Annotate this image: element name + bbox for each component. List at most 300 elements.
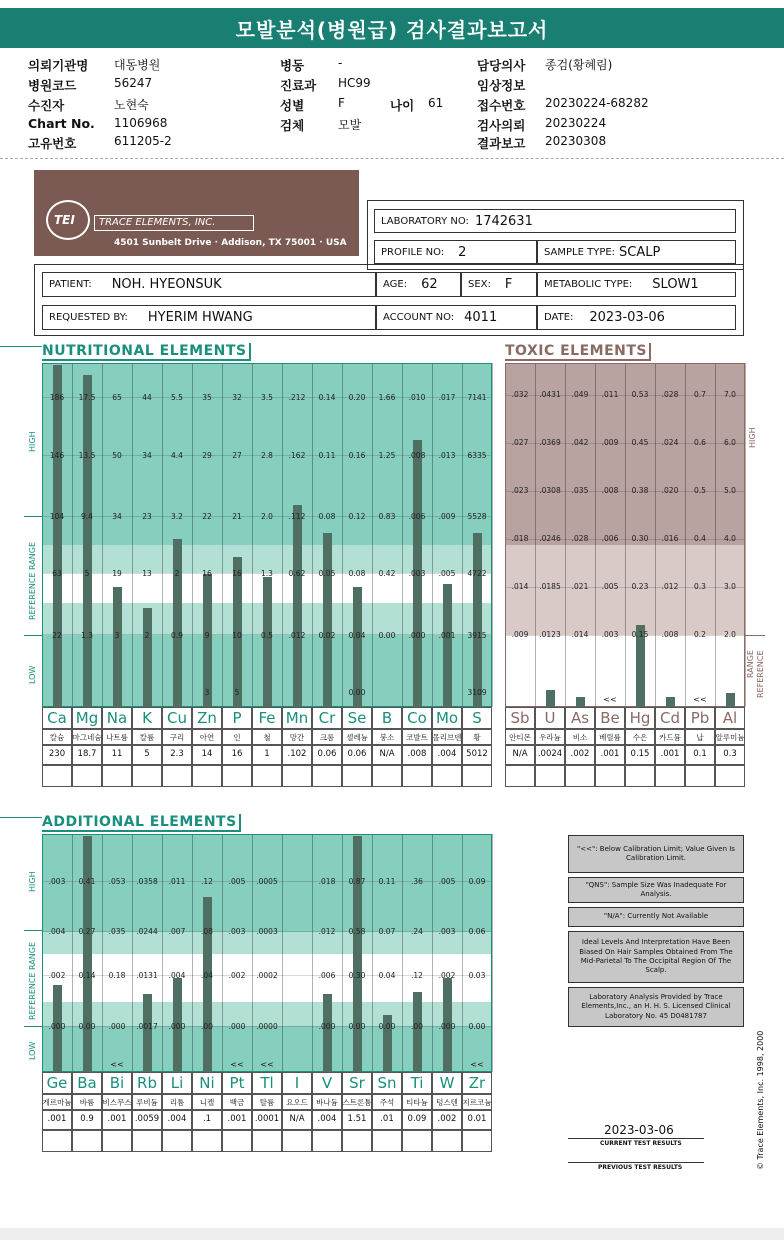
symbol-V: V <box>321 1074 333 1092</box>
korean-Tl: 탈륨 <box>259 1098 275 1107</box>
tick-K-2: 23 <box>142 512 152 521</box>
value-Hg: 0.15 <box>630 749 650 759</box>
tick-Cd-4: .012 <box>661 582 679 591</box>
korean-Ti: 티타늄 <box>406 1098 428 1107</box>
bar-Al <box>726 693 735 707</box>
institution-label: 의뢰기관명 <box>28 58 89 73</box>
value-K: 5 <box>144 749 150 759</box>
tick-B-4: 0.00 <box>378 631 396 640</box>
previous-box <box>372 1130 402 1152</box>
tick-Ca-1: 146 <box>49 451 65 460</box>
previous-box <box>462 1130 492 1152</box>
tick-Co-4: .000 <box>408 631 426 640</box>
value-Cd: .001 <box>660 749 680 759</box>
tick-Mn-0: .212 <box>288 393 306 402</box>
value-P: 16 <box>231 749 243 759</box>
previous-box <box>282 1130 312 1152</box>
value-Mg: 18.7 <box>77 749 97 759</box>
institution-value: 대동병원 <box>114 58 161 72</box>
sex-label: 성별 <box>280 98 305 113</box>
value-W: .002 <box>437 1114 457 1124</box>
symbol-Mn: Mn <box>285 709 309 727</box>
value-Zr: 0.01 <box>467 1114 487 1124</box>
symbol-Cu: Cu <box>167 709 187 727</box>
value-Rb: .0059 <box>134 1114 160 1124</box>
value-Ni: .1 <box>202 1114 212 1124</box>
tick-As-1: .042 <box>571 438 589 447</box>
symbol-B: B <box>381 709 393 727</box>
tick-P-5: 5 <box>234 688 240 697</box>
tick-Ge-0: .003 <box>48 877 66 886</box>
tick-Mg-0: 17.5 <box>78 393 96 402</box>
tick-Se-0: 0.20 <box>348 393 366 402</box>
tick-Tl-3: .0000 <box>256 1022 278 1031</box>
value-Sb: N/A <box>512 749 528 759</box>
korean-Ca: 칼슘 <box>49 733 65 742</box>
bar-Zn <box>203 574 212 707</box>
tick-S-0: 7141 <box>467 393 487 402</box>
korean-Bi: 비스무스 <box>102 1098 132 1107</box>
tick-Zn-2: 22 <box>202 512 212 521</box>
tox-range-label: RANGE <box>746 650 755 678</box>
tick-W-3: .000 <box>438 1022 456 1031</box>
tick-P-1: 27 <box>232 451 242 460</box>
tick-Se-1: 0.16 <box>348 451 366 460</box>
korean-Zr: 지르코늄 <box>462 1098 492 1107</box>
requested-cell <box>42 305 376 330</box>
tick-K-3: 13 <box>142 569 152 578</box>
symbol-Se: Se <box>347 709 367 727</box>
tick-Cr-3: 0.05 <box>318 569 336 578</box>
previous-box <box>505 765 535 787</box>
tick-Tl-0: .0005 <box>256 877 278 886</box>
korean-K: 칼륨 <box>139 733 155 742</box>
value-As: .002 <box>570 749 590 759</box>
tick-Sr-2: 0.30 <box>348 971 366 980</box>
clinical-label: 임상정보 <box>477 78 526 93</box>
sex-cell <box>461 272 537 297</box>
chart-title: NUTRITIONAL ELEMENTS <box>42 343 251 361</box>
previous-box <box>342 765 372 787</box>
nut-ref-label: REFERENCE RANGE <box>28 542 37 620</box>
age-value: 62 <box>421 277 438 292</box>
page-footer <box>0 1228 784 1240</box>
tick-Co-2: .006 <box>408 512 426 521</box>
tick-Al-5: 2.0 <box>724 630 736 639</box>
bar-Ca <box>53 365 62 707</box>
account-value: 4011 <box>464 310 498 325</box>
tick-Ni-1: .08 <box>201 927 213 936</box>
tick-Zn-3: 16 <box>202 569 212 578</box>
uid-label: 고유번호 <box>28 136 77 151</box>
tick-Pb-1: 0.6 <box>694 438 706 447</box>
previous-box <box>402 765 432 787</box>
symbol-Tl: Tl <box>260 1074 274 1092</box>
previous-box <box>102 765 132 787</box>
previous-box <box>432 765 462 787</box>
add-ref-line <box>24 930 42 931</box>
previous-box <box>192 1130 222 1152</box>
previous-box <box>72 765 102 787</box>
tick-Sn-1: 0.07 <box>378 927 396 936</box>
tick-Hg-5: 0.15 <box>631 630 649 639</box>
value-Mo: .004 <box>437 749 457 759</box>
korean-Li: 리튬 <box>169 1098 185 1107</box>
lab-address: 4501 Sunbelt Drive · Addison, TX 75001 · USA <box>114 238 347 248</box>
tick-Ba-0: 0.41 <box>78 877 96 886</box>
tick-Rb-2: .0131 <box>136 971 158 980</box>
dept-label: 진료과 <box>280 78 317 93</box>
symbol-Zn: Zn <box>197 709 217 727</box>
report-title: 모발분석(병원급) 검사결과보고서 <box>0 8 784 48</box>
age-value: 61 <box>428 96 444 110</box>
tick-Be-1: .009 <box>601 438 619 447</box>
tick-Cu-2: 3.2 <box>171 512 183 521</box>
tick-Ca-4: 22 <box>52 631 62 640</box>
value-Ba: 0.9 <box>80 1114 94 1124</box>
sex-label: SEX: <box>468 279 491 290</box>
previous-box <box>132 1130 162 1152</box>
below-calibration-marker: << <box>603 695 617 704</box>
tick-Na-1: 50 <box>112 451 122 460</box>
tick-Sr-3: 0.00 <box>348 1022 366 1031</box>
nut-low-label: LOW <box>28 665 37 684</box>
value-Ca: 230 <box>48 749 66 759</box>
previous-box <box>222 1130 252 1152</box>
symbol-Ge: Ge <box>46 1074 68 1092</box>
value-U: .0024 <box>537 749 563 759</box>
specimen-value: 모발 <box>338 118 362 132</box>
note-interpretation: Ideal Levels And Interpretation Have Been Biased On Hair Samples Obtained From The Mid-Parietal To The Occipital Region Of The Scalp. <box>568 931 744 983</box>
symbol-Na: Na <box>106 709 128 727</box>
below-calibration-marker: << <box>230 1060 244 1069</box>
tick-Mo-1: .013 <box>438 451 456 460</box>
value-Al: 0.3 <box>723 749 737 759</box>
korean-As: 비소 <box>572 733 588 742</box>
column-divider <box>492 834 493 1072</box>
tick-Sn-0: 0.11 <box>378 877 396 886</box>
tick-Hg-1: 0.45 <box>631 438 649 447</box>
value-Be: .001 <box>600 749 620 759</box>
korean-Co: 코발트 <box>406 733 428 742</box>
tick-S-3: 4722 <box>467 569 487 578</box>
korean-W: 텅스텐 <box>436 1098 458 1107</box>
uid-value: 611205-2 <box>114 134 172 148</box>
symbol-Li: Li <box>170 1074 184 1092</box>
bar-Sr <box>353 836 362 1072</box>
tick-Ca-0: 186 <box>49 393 65 402</box>
note-laboratory: Laboratory Analysis Provided by Trace Elements,Inc., an H. H. S. Licensed Clinical Laboratory No. 45 D0481787 <box>568 987 744 1027</box>
bar-U <box>546 690 555 707</box>
symbol-Mo: Mo <box>435 709 459 727</box>
tick-Zr-3: 0.00 <box>468 1022 486 1031</box>
profile-cell <box>374 240 537 264</box>
tick-Se-2: 0.12 <box>348 512 366 521</box>
tick-Sb-1: .027 <box>511 438 529 447</box>
bar-Ni <box>203 897 212 1072</box>
tick-U-4: .0185 <box>539 582 561 591</box>
previous-box <box>625 765 655 787</box>
tick-S-2: 5528 <box>467 512 487 521</box>
tick-Be-5: .003 <box>601 630 619 639</box>
tick-Cd-3: .016 <box>661 534 679 543</box>
symbol-P: P <box>232 709 242 727</box>
value-Se: 0.06 <box>347 749 367 759</box>
value-Ti: 0.09 <box>407 1114 427 1124</box>
previous-test-label: PREVIOUS TEST RESULTS <box>598 1164 683 1171</box>
korean-B: 붕소 <box>379 733 395 742</box>
previous-box <box>132 765 162 787</box>
value-Tl: .0001 <box>254 1114 280 1124</box>
doctor-value: 종검(황혜림) <box>545 58 613 72</box>
tick-Se-5: 0.00 <box>348 688 366 697</box>
sample-label: SAMPLE TYPE: <box>544 246 616 258</box>
tick-Ti-3: .00 <box>411 1022 423 1031</box>
korean-S: 황 <box>473 733 481 742</box>
korean-Na: 나트륨 <box>106 733 128 742</box>
below-calibration-marker: << <box>693 695 707 704</box>
value-Pt: .001 <box>227 1114 247 1124</box>
bar-Na <box>113 587 122 707</box>
tick-B-1: 1.25 <box>378 451 396 460</box>
bar-As <box>576 697 585 707</box>
tick-U-0: .0431 <box>539 390 561 399</box>
previous-box <box>102 1130 132 1152</box>
symbol-S: S <box>472 709 482 727</box>
korean-Al: 알루미늄 <box>715 733 745 742</box>
tick-Se-4: 0.04 <box>348 631 366 640</box>
korean-V: 바나듐 <box>316 1098 338 1107</box>
tick-W-1: .003 <box>438 927 456 936</box>
tick-Zr-0: 0.09 <box>468 877 486 886</box>
patient-label: PATIENT: <box>49 279 92 290</box>
previous-box <box>685 765 715 787</box>
bar-K <box>143 608 152 707</box>
symbol-I: I <box>294 1074 300 1092</box>
tick-Cd-0: .028 <box>661 390 679 399</box>
tick-Mg-1: 13.5 <box>78 451 96 460</box>
date-value: 2023-03-06 <box>589 310 665 325</box>
tick-Bi-2: 0.18 <box>108 971 126 980</box>
chart-value: 1106968 <box>114 116 168 130</box>
tick-Bi-0: .053 <box>108 877 126 886</box>
tick-Zn-5: 3 <box>204 688 210 697</box>
tick-Li-0: .011 <box>168 877 186 886</box>
tick-As-2: .035 <box>571 486 589 495</box>
requested-value: HYERIM HWANG <box>147 310 253 325</box>
korean-Mo: 몰리브덴 <box>432 733 462 742</box>
date-label: DATE: <box>544 312 574 323</box>
bar-V <box>323 994 332 1072</box>
previous-box <box>655 765 685 787</box>
value-B: N/A <box>379 749 395 759</box>
lab-no-cell <box>374 209 736 233</box>
note-below-calibration: "<<": Below Calibration Limit; Value Given Is Calibration Limit. <box>568 835 744 873</box>
note-na: "N/A": Currently Not Available <box>568 907 744 927</box>
tick-Hg-2: 0.38 <box>631 486 649 495</box>
previous-box <box>162 765 192 787</box>
lab-logo <box>34 170 359 256</box>
value-Cr: 0.06 <box>317 749 337 759</box>
tick-Rb-3: .0017 <box>136 1022 158 1031</box>
value-Pb: 0.1 <box>693 749 707 759</box>
tick-Mo-3: .005 <box>438 569 456 578</box>
symbol-Mg: Mg <box>75 709 99 727</box>
tick-Pt-1: .003 <box>228 927 246 936</box>
tick-Sn-3: 0.00 <box>378 1022 396 1031</box>
bar-Cr <box>323 533 332 707</box>
korean-Sr: 스트론튬 <box>342 1098 372 1107</box>
symbol-Sb: Sb <box>510 709 530 727</box>
previous-box <box>595 765 625 787</box>
code-value: 56247 <box>114 76 153 90</box>
chart-title: TOXIC ELEMENTS <box>505 343 651 361</box>
korean-Fe: 철 <box>263 733 271 742</box>
bar-S <box>473 533 482 707</box>
symbol-Rb: Rb <box>137 1074 157 1092</box>
symbol-Be: Be <box>600 709 620 727</box>
tick-Se-3: 0.08 <box>348 569 366 578</box>
add-high-label: HIGH <box>28 871 37 892</box>
value-Sn: .01 <box>380 1114 394 1124</box>
tick-Mg-2: 9.4 <box>81 512 93 521</box>
tick-Rb-0: .0358 <box>136 877 158 886</box>
tick-Cr-0: 0.14 <box>318 393 336 402</box>
metabolic-label: METABOLIC TYPE: <box>544 279 633 290</box>
tick-Cu-3: 2 <box>174 569 180 578</box>
tick-P-2: 21 <box>232 512 242 521</box>
tick-Cu-1: 4.4 <box>171 451 183 460</box>
tick-Hg-0: 0.53 <box>631 390 649 399</box>
symbol-U: U <box>544 709 556 727</box>
receipt-value: 20230224-68282 <box>545 96 649 110</box>
tick-B-0: 1.66 <box>378 393 396 402</box>
tick-Al-0: 7.0 <box>724 390 736 399</box>
tick-Al-3: 4.0 <box>724 534 736 543</box>
korean-Ge: 게르마늄 <box>42 1098 72 1107</box>
tick-B-3: 0.42 <box>378 569 396 578</box>
metabolic-value: SLOW1 <box>652 277 699 292</box>
bar-Cu <box>173 539 182 707</box>
korean-Sn: 주석 <box>379 1098 395 1107</box>
tick-Cr-4: 0.02 <box>318 631 336 640</box>
patient-cell <box>42 272 376 297</box>
tick-Co-0: .010 <box>408 393 426 402</box>
value-Bi: .001 <box>107 1114 127 1124</box>
previous-box <box>462 765 492 787</box>
tick-Zn-1: 29 <box>202 451 212 460</box>
symbol-Pb: Pb <box>690 709 710 727</box>
symbol-Hg: Hg <box>629 709 651 727</box>
tick-Ge-3: .000 <box>48 1022 66 1031</box>
tick-Sr-0: 0.87 <box>348 877 366 886</box>
previous-box <box>342 1130 372 1152</box>
korean-P: 인 <box>233 733 241 742</box>
chart-frame <box>42 834 492 1072</box>
tick-Mo-2: .009 <box>438 512 456 521</box>
tick-Pb-4: 0.3 <box>694 582 706 591</box>
symbol-As: As <box>570 709 590 727</box>
doctor-label: 담당의사 <box>477 58 526 73</box>
ward-label: 병동 <box>280 58 305 73</box>
tick-Cd-2: .020 <box>661 486 679 495</box>
chart-title: ADDITIONAL ELEMENTS <box>42 814 241 832</box>
symbol-Zr: Zr <box>468 1074 486 1092</box>
tick-Mg-4: 1.3 <box>81 631 93 640</box>
previous-box <box>252 1130 282 1152</box>
korean-Pb: 납 <box>696 733 704 742</box>
tick-K-4: 2 <box>144 631 150 640</box>
report-value: 20230308 <box>545 134 607 148</box>
bar-Cd <box>666 697 675 707</box>
value-Co: .008 <box>407 749 427 759</box>
tick-Cu-4: 0.9 <box>171 631 183 640</box>
symbol-Ba: Ba <box>77 1074 97 1092</box>
tick-Pt-0: .005 <box>228 877 246 886</box>
bar-Fe <box>263 577 272 707</box>
receipt-label: 접수번호 <box>477 98 526 113</box>
age-cell <box>376 272 461 297</box>
tick-Zn-4: 9 <box>204 631 210 640</box>
previous-line <box>568 1162 704 1163</box>
tick-Sb-4: .014 <box>511 582 529 591</box>
previous-box <box>535 765 565 787</box>
current-line <box>568 1138 704 1139</box>
symbol-Sr: Sr <box>349 1074 365 1092</box>
tox-ref-line <box>745 635 765 636</box>
request-label: 검사의뢰 <box>477 118 526 133</box>
metabolic-cell <box>537 272 736 297</box>
tick-Bi-3: .000 <box>108 1022 126 1031</box>
symbol-Co: Co <box>407 709 427 727</box>
sex-value: F <box>338 96 345 110</box>
symbol-Bi: Bi <box>109 1074 125 1092</box>
tick-Pt-2: .002 <box>228 971 246 980</box>
add-ref-label: REFERENCE RANGE <box>28 942 37 1020</box>
column-divider <box>492 363 493 707</box>
tick-Zr-2: 0.03 <box>468 971 486 980</box>
tick-As-0: .049 <box>571 390 589 399</box>
tick-Na-2: 34 <box>112 512 122 521</box>
tick-Mo-0: .017 <box>438 393 456 402</box>
age-label: 나이 <box>390 98 415 113</box>
korean-Be: 베릴륨 <box>599 733 621 742</box>
specimen-label: 검체 <box>280 118 305 133</box>
previous-box <box>192 765 222 787</box>
tox-reference-label: REFERENCE <box>756 650 765 698</box>
receiver-value: 노현숙 <box>114 98 149 112</box>
tick-Cu-0: 5.5 <box>171 393 183 402</box>
tox-high-label: HIGH <box>748 427 757 448</box>
tick-Mo-4: .001 <box>438 631 456 640</box>
korean-Mn: 망간 <box>289 733 305 742</box>
tick-Sb-0: .032 <box>511 390 529 399</box>
korean-U: 우라늄 <box>539 733 561 742</box>
tick-Bi-1: .035 <box>108 927 126 936</box>
tick-Pb-2: 0.5 <box>694 486 706 495</box>
logo-mark: TEI <box>54 213 75 227</box>
value-Cu: 2.3 <box>170 749 184 759</box>
requested-label: REQUESTED BY: <box>49 312 128 323</box>
lab-name: TRACE ELEMENTS, INC. <box>94 215 254 231</box>
previous-box <box>565 765 595 787</box>
bar-Mg <box>83 375 92 707</box>
symbol-Al: Al <box>722 709 738 727</box>
profile-label: PROFILE NO: <box>381 246 445 258</box>
tick-Pb-0: 0.7 <box>694 390 706 399</box>
lab-no-label: LABORATORY NO: <box>381 215 469 227</box>
tick-P-3: 16 <box>232 569 242 578</box>
